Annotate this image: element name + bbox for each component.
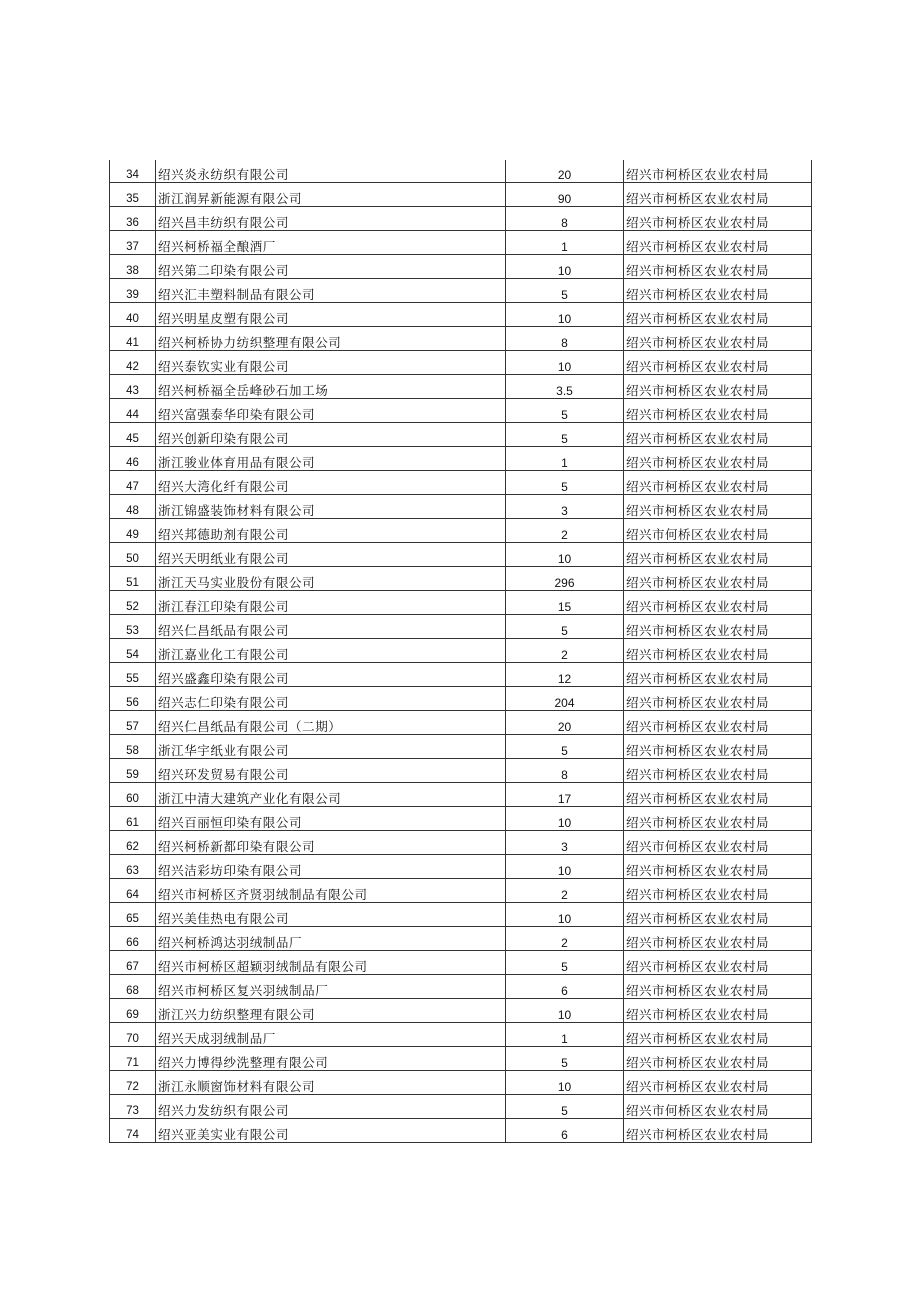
amount-value: 10 xyxy=(506,807,624,831)
department-name: 绍兴市柯桥区农业农村局 xyxy=(624,783,812,807)
row-number: 65 xyxy=(110,903,156,927)
department-name: 绍兴市柯桥区农业农村局 xyxy=(624,951,812,975)
table-row xyxy=(110,231,812,255)
table-row xyxy=(110,1023,812,1047)
row-number: 62 xyxy=(110,831,156,855)
amount-value: 10 xyxy=(506,543,624,567)
company-name: 绍兴柯桥鸿达羽绒制品厂 xyxy=(156,927,506,951)
department-name: 绍兴市柯桥区农业农村局 xyxy=(624,999,812,1023)
department-name: 绍兴市柯桥区农业农村局 xyxy=(624,351,812,375)
amount-value: 296 xyxy=(506,567,624,591)
table-row xyxy=(110,423,812,447)
row-number: 56 xyxy=(110,687,156,711)
department-name: 绍兴市柯桥区农业农村局 xyxy=(624,1071,812,1095)
row-number: 69 xyxy=(110,999,156,1023)
table-row xyxy=(110,207,812,231)
department-name: 绍兴市柯桥区农业农村局 xyxy=(624,879,812,903)
amount-value: 2 xyxy=(506,639,624,663)
company-name: 绍兴创新印染有限公司 xyxy=(156,423,506,447)
row-number: 49 xyxy=(110,519,156,543)
table-body xyxy=(110,160,812,1143)
row-number: 35 xyxy=(110,183,156,207)
amount-value: 5 xyxy=(506,279,624,303)
department-name: 绍兴市柯桥区农业农村局 xyxy=(624,639,812,663)
department-name: 绍兴市柯桥区农业农村局 xyxy=(624,207,812,231)
amount-value: 10 xyxy=(506,999,624,1023)
row-number: 67 xyxy=(110,951,156,975)
department-name: 绍兴市柯桥区农业农村局 xyxy=(624,663,812,687)
table-row xyxy=(110,831,812,855)
amount-value: 204 xyxy=(506,687,624,711)
table-row xyxy=(110,1071,812,1095)
company-name: 绍兴力博得纱洗整理有限公司 xyxy=(156,1047,506,1071)
department-name: 绍兴市柯桥区农业农村局 xyxy=(624,495,812,519)
company-name: 绍兴柯桥福全酿酒厂 xyxy=(156,231,506,255)
department-name: 绍兴市柯桥区农业农村局 xyxy=(624,423,812,447)
amount-value: 3 xyxy=(506,831,624,855)
department-name: 绍兴市柯桥区农业农村局 xyxy=(624,855,812,879)
department-name: 绍兴市柯桥区农业农村局 xyxy=(624,255,812,279)
amount-value: 10 xyxy=(506,855,624,879)
department-name: 绍兴市柯桥区农业农村局 xyxy=(624,375,812,399)
row-number: 60 xyxy=(110,783,156,807)
department-name: 绍兴市柯桥区农业农村局 xyxy=(624,160,812,183)
table-row xyxy=(110,591,812,615)
company-name: 绍兴汇丰塑料制品有限公司 xyxy=(156,279,506,303)
amount-value: 1 xyxy=(506,1023,624,1047)
table-row xyxy=(110,735,812,759)
row-number: 59 xyxy=(110,759,156,783)
department-name: 绍兴市柯桥区农业农村局 xyxy=(624,543,812,567)
amount-value: 6 xyxy=(506,975,624,999)
table-row xyxy=(110,1047,812,1071)
department-name: 绍兴市柯桥区农业农村局 xyxy=(624,471,812,495)
department-name: 绍兴市柯桥区农业农村局 xyxy=(624,615,812,639)
company-name: 绍兴天明纸业有限公司 xyxy=(156,543,506,567)
row-number: 70 xyxy=(110,1023,156,1047)
table-row xyxy=(110,447,812,471)
amount-value: 5 xyxy=(506,471,624,495)
row-number: 41 xyxy=(110,327,156,351)
row-number: 63 xyxy=(110,855,156,879)
department-name: 绍兴市柯桥区农业农村局 xyxy=(624,447,812,471)
company-name: 浙江中清大建筑产业化有限公司 xyxy=(156,783,506,807)
company-name: 绍兴志仁印染有限公司 xyxy=(156,687,506,711)
company-name: 绍兴泰钦实业有限公司 xyxy=(156,351,506,375)
table-row xyxy=(110,783,812,807)
company-name: 绍兴洁彩坊印染有限公司 xyxy=(156,855,506,879)
company-name: 绍兴明星皮塑有限公司 xyxy=(156,303,506,327)
row-number: 34 xyxy=(110,160,156,183)
company-name: 绍兴仁昌纸品有限公司 xyxy=(156,615,506,639)
department-name: 绍兴市柯桥区农业农村局 xyxy=(624,303,812,327)
amount-value: 2 xyxy=(506,519,624,543)
department-name: 绍兴市柯桥区农业农村局 xyxy=(624,903,812,927)
table-row xyxy=(110,1119,812,1143)
table-row xyxy=(110,855,812,879)
table-row xyxy=(110,543,812,567)
table-row xyxy=(110,951,812,975)
amount-value: 12 xyxy=(506,663,624,687)
department-name: 绍兴市何桥区农业农村局 xyxy=(624,831,812,855)
company-name: 浙江天马实业股份有限公司 xyxy=(156,567,506,591)
amount-value: 8 xyxy=(506,207,624,231)
company-name: 绍兴百丽恒印染有限公司 xyxy=(156,807,506,831)
row-number: 48 xyxy=(110,495,156,519)
row-number: 51 xyxy=(110,567,156,591)
amount-value: 20 xyxy=(506,711,624,735)
department-name: 绍兴市柯桥区农业农村局 xyxy=(624,567,812,591)
company-name: 绍兴第二印染有限公司 xyxy=(156,255,506,279)
amount-value: 15 xyxy=(506,591,624,615)
department-name: 绍兴市柯桥区农业农村局 xyxy=(624,735,812,759)
table-row xyxy=(110,160,812,183)
department-name: 绍兴市柯桥区农业农村局 xyxy=(624,759,812,783)
department-name: 绍兴市何桥区农业农村局 xyxy=(624,519,812,543)
department-name: 绍兴市柯桥区农业农村局 xyxy=(624,711,812,735)
company-name: 浙江永顺窗饰材料有限公司 xyxy=(156,1071,506,1095)
row-number: 52 xyxy=(110,591,156,615)
company-name: 绍兴市柯桥区齐贤羽绒制品有限公司 xyxy=(156,879,506,903)
row-number: 58 xyxy=(110,735,156,759)
table-row xyxy=(110,519,812,543)
company-name: 绍兴环发贸易有限公司 xyxy=(156,759,506,783)
row-number: 72 xyxy=(110,1071,156,1095)
table-row xyxy=(110,255,812,279)
table-row xyxy=(110,399,812,423)
amount-value: 20 xyxy=(506,160,624,183)
enterprise-table xyxy=(109,160,812,1143)
table-row xyxy=(110,903,812,927)
row-number: 39 xyxy=(110,279,156,303)
row-number: 36 xyxy=(110,207,156,231)
amount-value: 1 xyxy=(506,231,624,255)
row-number: 74 xyxy=(110,1119,156,1143)
table-row xyxy=(110,879,812,903)
amount-value: 17 xyxy=(506,783,624,807)
department-name: 绍兴市柯桥区农业农村局 xyxy=(624,591,812,615)
department-name: 绍兴市柯桥区农业农村局 xyxy=(624,183,812,207)
amount-value: 10 xyxy=(506,255,624,279)
department-name: 绍兴市柯桥区农业农村局 xyxy=(624,1119,812,1143)
company-name: 绍兴炎永纺织有限公司 xyxy=(156,160,506,183)
table-row xyxy=(110,495,812,519)
table-row xyxy=(110,303,812,327)
company-name: 浙江嘉业化工有限公司 xyxy=(156,639,506,663)
company-name: 浙江华宇纸业有限公司 xyxy=(156,735,506,759)
table-row xyxy=(110,687,812,711)
department-name: 绍兴市柯桥区农业农村局 xyxy=(624,1047,812,1071)
table-row xyxy=(110,927,812,951)
amount-value: 2 xyxy=(506,927,624,951)
company-name: 绍兴亚美实业有限公司 xyxy=(156,1119,506,1143)
table-row xyxy=(110,807,812,831)
row-number: 66 xyxy=(110,927,156,951)
company-name: 浙江润昇新能源有限公司 xyxy=(156,183,506,207)
table-row xyxy=(110,663,812,687)
company-name: 浙江锦盛装饰材料有限公司 xyxy=(156,495,506,519)
row-number: 38 xyxy=(110,255,156,279)
row-number: 42 xyxy=(110,351,156,375)
row-number: 73 xyxy=(110,1095,156,1119)
department-name: 绍兴市柯桥区农业农村局 xyxy=(624,231,812,255)
amount-value: 5 xyxy=(506,735,624,759)
row-number: 57 xyxy=(110,711,156,735)
amount-value: 6 xyxy=(506,1119,624,1143)
department-name: 绍兴市柯桥区农业农村局 xyxy=(624,399,812,423)
row-number: 53 xyxy=(110,615,156,639)
amount-value: 10 xyxy=(506,303,624,327)
row-number: 68 xyxy=(110,975,156,999)
department-name: 绍兴市何桥区农业农村局 xyxy=(624,1095,812,1119)
company-name: 绍兴仁昌纸品有限公司（二期） xyxy=(156,711,506,735)
department-name: 绍兴市柯桥区农业农村局 xyxy=(624,1023,812,1047)
row-number: 44 xyxy=(110,399,156,423)
row-number: 64 xyxy=(110,879,156,903)
row-number: 40 xyxy=(110,303,156,327)
company-name: 绍兴盛鑫印染有限公司 xyxy=(156,663,506,687)
amount-value: 10 xyxy=(506,351,624,375)
department-name: 绍兴市柯桥区农业农村局 xyxy=(624,327,812,351)
amount-value: 2 xyxy=(506,879,624,903)
amount-value: 8 xyxy=(506,327,624,351)
department-name: 绍兴市柯桥区农业农村局 xyxy=(624,687,812,711)
table-row xyxy=(110,615,812,639)
table-row xyxy=(110,279,812,303)
table-row xyxy=(110,975,812,999)
department-name: 绍兴市柯桥区农业农村局 xyxy=(624,279,812,303)
amount-value: 1 xyxy=(506,447,624,471)
amount-value: 3 xyxy=(506,495,624,519)
department-name: 绍兴市柯桥区农业农村局 xyxy=(624,975,812,999)
table-row xyxy=(110,639,812,663)
company-name: 浙江春江印染有限公司 xyxy=(156,591,506,615)
row-number: 37 xyxy=(110,231,156,255)
row-number: 55 xyxy=(110,663,156,687)
row-number: 61 xyxy=(110,807,156,831)
amount-value: 10 xyxy=(506,1071,624,1095)
company-name: 绍兴美佳热电有限公司 xyxy=(156,903,506,927)
amount-value: 90 xyxy=(506,183,624,207)
company-name: 浙江兴力纺织整理有限公司 xyxy=(156,999,506,1023)
table-row xyxy=(110,375,812,399)
row-number: 46 xyxy=(110,447,156,471)
row-number: 43 xyxy=(110,375,156,399)
table-row xyxy=(110,327,812,351)
table-row xyxy=(110,711,812,735)
amount-value: 5 xyxy=(506,951,624,975)
company-name: 绍兴柯桥新都印染有限公司 xyxy=(156,831,506,855)
row-number: 54 xyxy=(110,639,156,663)
company-name: 绍兴力发纺织有限公司 xyxy=(156,1095,506,1119)
company-name: 绍兴邦德助剂有限公司 xyxy=(156,519,506,543)
row-number: 45 xyxy=(110,423,156,447)
table-row xyxy=(110,183,812,207)
company-name: 绍兴大湾化纤有限公司 xyxy=(156,471,506,495)
company-name: 绍兴柯桥协力纺织整理有限公司 xyxy=(156,327,506,351)
amount-value: 5 xyxy=(506,423,624,447)
table-row xyxy=(110,1095,812,1119)
amount-value: 10 xyxy=(506,903,624,927)
amount-value: 5 xyxy=(506,1095,624,1119)
company-name: 绍兴富强泰华印染有限公司 xyxy=(156,399,506,423)
company-name: 绍兴柯桥福全岳峰砂石加工场 xyxy=(156,375,506,399)
row-number: 50 xyxy=(110,543,156,567)
amount-value: 3.5 xyxy=(506,375,624,399)
department-name: 绍兴市柯桥区农业农村局 xyxy=(624,807,812,831)
table-row xyxy=(110,759,812,783)
company-name: 绍兴市柯桥区复兴羽绒制品厂 xyxy=(156,975,506,999)
row-number: 47 xyxy=(110,471,156,495)
amount-value: 8 xyxy=(506,759,624,783)
amount-value: 5 xyxy=(506,615,624,639)
company-name: 绍兴昌丰纺织有限公司 xyxy=(156,207,506,231)
amount-value: 5 xyxy=(506,399,624,423)
row-number: 71 xyxy=(110,1047,156,1071)
amount-value: 5 xyxy=(506,1047,624,1071)
company-name: 绍兴市柯桥区超颖羽绒制品有限公司 xyxy=(156,951,506,975)
department-name: 绍兴市柯桥区农业农村局 xyxy=(624,927,812,951)
table-row xyxy=(110,567,812,591)
table-row xyxy=(110,471,812,495)
company-name: 绍兴天成羽绒制品厂 xyxy=(156,1023,506,1047)
company-name: 浙江骏业体育用品有限公司 xyxy=(156,447,506,471)
table-row xyxy=(110,351,812,375)
table-row xyxy=(110,999,812,1023)
